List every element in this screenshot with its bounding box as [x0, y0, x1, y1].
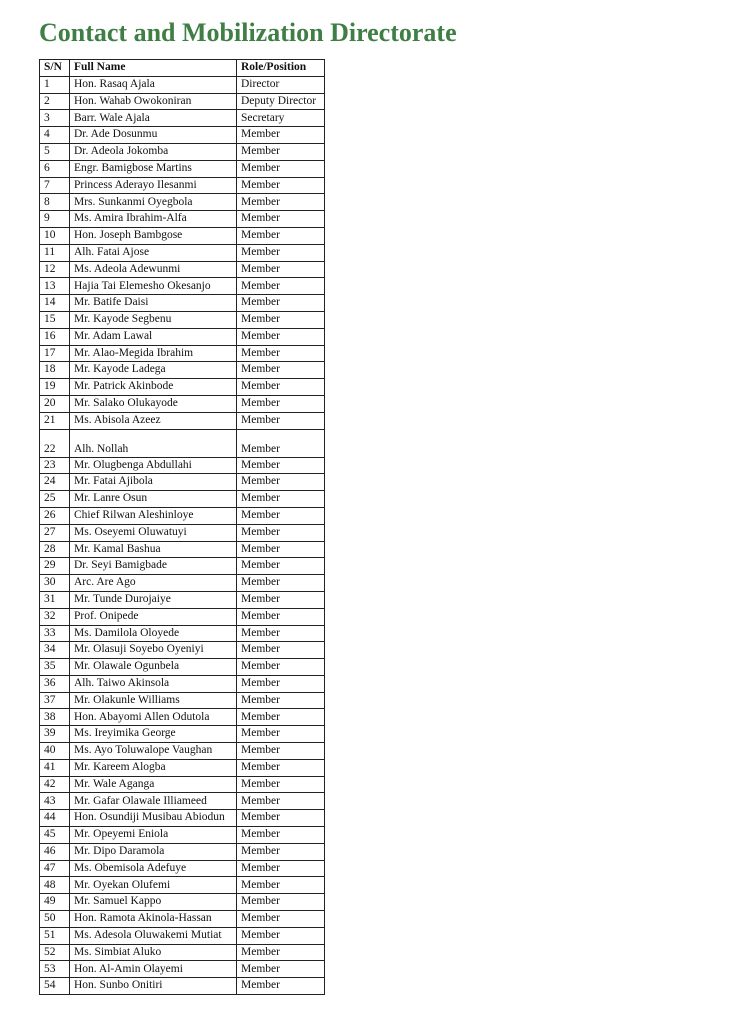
cell-role-position: Member [237, 177, 325, 194]
cell-full-name: Mr. Adam Lawal [70, 328, 237, 345]
cell-sn: 43 [40, 793, 70, 810]
cell-sn: 12 [40, 261, 70, 278]
table-row [40, 362, 325, 379]
cell-role-position: Member [237, 927, 325, 944]
cell-full-name: Mr. Olugbenga Abdullahi [70, 457, 237, 474]
cell-role-position: Member [237, 642, 325, 659]
cell-role-position: Secretary [237, 110, 325, 127]
table-row [40, 278, 325, 295]
table-row [40, 379, 325, 396]
cell-role-position: Member [237, 295, 325, 312]
cell-role-position: Member [237, 143, 325, 160]
cell-role-position: Member [237, 278, 325, 295]
cell-sn: 41 [40, 759, 70, 776]
cell-role-position: Member [237, 474, 325, 491]
cell-full-name: Engr. Bamigbose Martins [70, 160, 237, 177]
cell-sn: 34 [40, 642, 70, 659]
table-row [40, 76, 325, 93]
cell-role-position: Deputy Director [237, 93, 325, 110]
cell-full-name: Alh. Taiwo Akinsola [70, 675, 237, 692]
table-row [40, 911, 325, 928]
cell-role-position: Member [237, 793, 325, 810]
cell-sn: 7 [40, 177, 70, 194]
cell-role-position: Member [237, 160, 325, 177]
cell-role-position: Member [237, 860, 325, 877]
cell-role-position: Member [237, 227, 325, 244]
cell-sn: 51 [40, 927, 70, 944]
cell-sn: 1 [40, 76, 70, 93]
table-row [40, 675, 325, 692]
table-row [40, 776, 325, 793]
cell-role-position: Member [237, 759, 325, 776]
cell-sn: 27 [40, 524, 70, 541]
cell-full-name: Hon. Rasaq Ajala [70, 76, 237, 93]
cell-full-name: Mr. Gafar Olawale Illiameed [70, 793, 237, 810]
cell-full-name: Mr. Kayode Segbenu [70, 311, 237, 328]
cell-sn: 5 [40, 143, 70, 160]
cell-sn: 24 [40, 474, 70, 491]
cell-sn: 16 [40, 328, 70, 345]
cell-full-name: Ms. Damilola Oloyede [70, 625, 237, 642]
header-role-position: Role/Position [237, 60, 325, 77]
cell-sn: 2 [40, 93, 70, 110]
cell-full-name: Mr. Dipo Daramola [70, 843, 237, 860]
cell-full-name: Ms. Ireyimika George [70, 726, 237, 743]
cell-role-position: Member [237, 877, 325, 894]
table-row [40, 894, 325, 911]
cell-role-position: Member [237, 211, 325, 228]
cell-sn: 30 [40, 575, 70, 592]
cell-full-name: Mr. Opeyemi Eniola [70, 827, 237, 844]
cell-sn: 31 [40, 591, 70, 608]
cell-full-name: Ms. Amira Ibrahim-Alfa [70, 211, 237, 228]
cell-full-name: Mr. Olasuji Soyebo Oyeniyi [70, 642, 237, 659]
cell-role-position: Member [237, 524, 325, 541]
cell-full-name: Hon. Wahab Owokoniran [70, 93, 237, 110]
cell-role-position: Member [237, 328, 325, 345]
cell-sn: 46 [40, 843, 70, 860]
cell-sn: 14 [40, 295, 70, 312]
table-row [40, 743, 325, 760]
table-row [40, 429, 325, 457]
header-sn: S/N [40, 60, 70, 77]
table-row [40, 143, 325, 160]
cell-full-name: Hon. Joseph Bambgose [70, 227, 237, 244]
table-row [40, 491, 325, 508]
cell-sn: 32 [40, 608, 70, 625]
cell-role-position: Member [237, 726, 325, 743]
cell-sn: 9 [40, 211, 70, 228]
cell-full-name: Mr. Samuel Kappo [70, 894, 237, 911]
cell-sn: 13 [40, 278, 70, 295]
table-row [40, 810, 325, 827]
cell-sn: 52 [40, 944, 70, 961]
cell-sn: 25 [40, 491, 70, 508]
cell-full-name: Dr. Seyi Bamigbade [70, 558, 237, 575]
cell-full-name: Dr. Ade Dosunmu [70, 127, 237, 144]
cell-role-position: Member [237, 362, 325, 379]
cell-role-position: Member [237, 961, 325, 978]
cell-role-position: Member [237, 692, 325, 709]
cell-full-name: Mr. Olakunle Williams [70, 692, 237, 709]
table-row [40, 328, 325, 345]
cell-role-position: Member [237, 608, 325, 625]
cell-role-position: Member [237, 978, 325, 995]
cell-role-position: Member [237, 709, 325, 726]
cell-sn: 35 [40, 659, 70, 676]
table-row [40, 793, 325, 810]
cell-sn: 19 [40, 379, 70, 396]
table-row [40, 311, 325, 328]
cell-sn: 49 [40, 894, 70, 911]
cell-sn: 38 [40, 709, 70, 726]
table-row [40, 860, 325, 877]
table-row [40, 295, 325, 312]
cell-sn: 15 [40, 311, 70, 328]
cell-sn: 10 [40, 227, 70, 244]
table-row [40, 211, 325, 228]
cell-full-name: Mr. Alao-Megida Ibrahim [70, 345, 237, 362]
table-row [40, 944, 325, 961]
page-title: Contact and Mobilization Directorate [39, 18, 457, 47]
cell-role-position: Member [237, 491, 325, 508]
cell-full-name: Mr. Fatai Ajibola [70, 474, 237, 491]
cell-sn: 37 [40, 692, 70, 709]
table-row [40, 843, 325, 860]
cell-role-position: Member [237, 412, 325, 429]
table-row [40, 457, 325, 474]
cell-role-position: Member [237, 261, 325, 278]
table-row [40, 412, 325, 429]
cell-role-position: Member [237, 244, 325, 261]
cell-sn: 39 [40, 726, 70, 743]
cell-full-name: Alh. Nollah [70, 429, 237, 457]
cell-role-position: Member [237, 625, 325, 642]
table-body [40, 76, 325, 994]
table-row [40, 395, 325, 412]
table-row [40, 541, 325, 558]
table-row [40, 93, 325, 110]
cell-full-name: Princess Aderayo Ilesanmi [70, 177, 237, 194]
cell-role-position: Member [237, 379, 325, 396]
directorate-table [39, 59, 325, 995]
cell-full-name: Mr. Batife Daisi [70, 295, 237, 312]
table-row [40, 227, 325, 244]
cell-sn: 40 [40, 743, 70, 760]
cell-full-name: Mr. Patrick Akinbode [70, 379, 237, 396]
table-row [40, 244, 325, 261]
cell-role-position: Member [237, 541, 325, 558]
table-row [40, 978, 325, 995]
table-row [40, 558, 325, 575]
table-row [40, 642, 325, 659]
table-row [40, 345, 325, 362]
cell-role-position: Member [237, 591, 325, 608]
cell-role-position: Member [237, 194, 325, 211]
cell-full-name: Hon. Sunbo Onitiri [70, 978, 237, 995]
cell-full-name: Ms. Adesola Oluwakemi Mutiat [70, 927, 237, 944]
cell-full-name: Ms. Ayo Toluwalope Vaughan [70, 743, 237, 760]
cell-full-name: Ms. Simbiat Aluko [70, 944, 237, 961]
table-row [40, 709, 325, 726]
table-row [40, 759, 325, 776]
cell-sn: 33 [40, 625, 70, 642]
cell-role-position: Member [237, 127, 325, 144]
cell-sn: 21 [40, 412, 70, 429]
cell-role-position: Member [237, 894, 325, 911]
table-row [40, 127, 325, 144]
cell-sn: 29 [40, 558, 70, 575]
cell-full-name: Chief Rilwan Aleshinloye [70, 507, 237, 524]
table-row [40, 524, 325, 541]
cell-full-name: Mr. Kamal Bashua [70, 541, 237, 558]
cell-sn: 3 [40, 110, 70, 127]
cell-sn: 22 [40, 429, 70, 457]
cell-role-position: Director [237, 76, 325, 93]
cell-full-name: Mr. Lanre Osun [70, 491, 237, 508]
cell-full-name: Ms. Abisola Azeez [70, 412, 237, 429]
cell-sn: 23 [40, 457, 70, 474]
cell-sn: 11 [40, 244, 70, 261]
cell-sn: 6 [40, 160, 70, 177]
cell-role-position: Member [237, 311, 325, 328]
cell-full-name: Ms. Obemisola Adefuye [70, 860, 237, 877]
table-row [40, 608, 325, 625]
table-row [40, 625, 325, 642]
table-row [40, 474, 325, 491]
cell-full-name: Mr. Kayode Ladega [70, 362, 237, 379]
cell-full-name: Hon. Abayomi Allen Odutola [70, 709, 237, 726]
table-row [40, 692, 325, 709]
cell-full-name: Mr. Oyekan Olufemi [70, 877, 237, 894]
cell-full-name: Ms. Oseyemi Oluwatuyi [70, 524, 237, 541]
cell-role-position: Member [237, 776, 325, 793]
table-row [40, 961, 325, 978]
cell-role-position: Member [237, 457, 325, 474]
cell-full-name: Hon. Osundiji Musibau Abiodun [70, 810, 237, 827]
cell-full-name: Mrs. Sunkanmi Oyegbola [70, 194, 237, 211]
cell-role-position: Member [237, 810, 325, 827]
cell-full-name: Arc. Are Ago [70, 575, 237, 592]
header-full-name: Full Name [70, 60, 237, 77]
cell-full-name: Ms. Adeola Adewunmi [70, 261, 237, 278]
cell-role-position: Member [237, 743, 325, 760]
cell-full-name: Mr. Tunde Durojaiye [70, 591, 237, 608]
table-row [40, 160, 325, 177]
cell-full-name: Barr. Wale Ajala [70, 110, 237, 127]
cell-sn: 26 [40, 507, 70, 524]
cell-sn: 48 [40, 877, 70, 894]
cell-role-position: Member [237, 507, 325, 524]
table-row [40, 194, 325, 211]
cell-sn: 44 [40, 810, 70, 827]
table-row [40, 726, 325, 743]
cell-role-position: Member [237, 827, 325, 844]
table-row [40, 261, 325, 278]
cell-full-name: Dr. Adeola Jokomba [70, 143, 237, 160]
table-row [40, 659, 325, 676]
cell-sn: 47 [40, 860, 70, 877]
table-row [40, 110, 325, 127]
cell-sn: 28 [40, 541, 70, 558]
cell-sn: 50 [40, 911, 70, 928]
cell-role-position: Member [237, 659, 325, 676]
cell-sn: 20 [40, 395, 70, 412]
cell-sn: 18 [40, 362, 70, 379]
cell-full-name: Mr. Salako Olukayode [70, 395, 237, 412]
table-row [40, 575, 325, 592]
table-row [40, 927, 325, 944]
cell-role-position: Member [237, 345, 325, 362]
table-row [40, 877, 325, 894]
cell-sn: 36 [40, 675, 70, 692]
cell-sn: 4 [40, 127, 70, 144]
table-header-row [40, 60, 325, 77]
cell-sn: 17 [40, 345, 70, 362]
cell-role-position: Member [237, 843, 325, 860]
cell-sn: 42 [40, 776, 70, 793]
cell-sn: 8 [40, 194, 70, 211]
table-row [40, 507, 325, 524]
cell-role-position: Member [237, 675, 325, 692]
cell-full-name: Mr. Kareem Alogba [70, 759, 237, 776]
cell-full-name: Hajia Tai Elemesho Okesanjo [70, 278, 237, 295]
cell-sn: 54 [40, 978, 70, 995]
cell-full-name: Hon. Ramota Akinola-Hassan [70, 911, 237, 928]
cell-full-name: Mr. Olawale Ogunbela [70, 659, 237, 676]
cell-sn: 53 [40, 961, 70, 978]
table-row [40, 591, 325, 608]
cell-full-name: Mr. Wale Aganga [70, 776, 237, 793]
cell-sn: 45 [40, 827, 70, 844]
cell-role-position: Member [237, 911, 325, 928]
cell-role-position: Member [237, 944, 325, 961]
cell-full-name: Prof. Onipede [70, 608, 237, 625]
cell-role-position: Member [237, 395, 325, 412]
cell-role-position: Member [237, 575, 325, 592]
table-row [40, 827, 325, 844]
cell-role-position: Member [237, 558, 325, 575]
cell-full-name: Hon. Al-Amin Olayemi [70, 961, 237, 978]
cell-role-position: Member [237, 429, 325, 457]
cell-full-name: Alh. Fatai Ajose [70, 244, 237, 261]
table-row [40, 177, 325, 194]
